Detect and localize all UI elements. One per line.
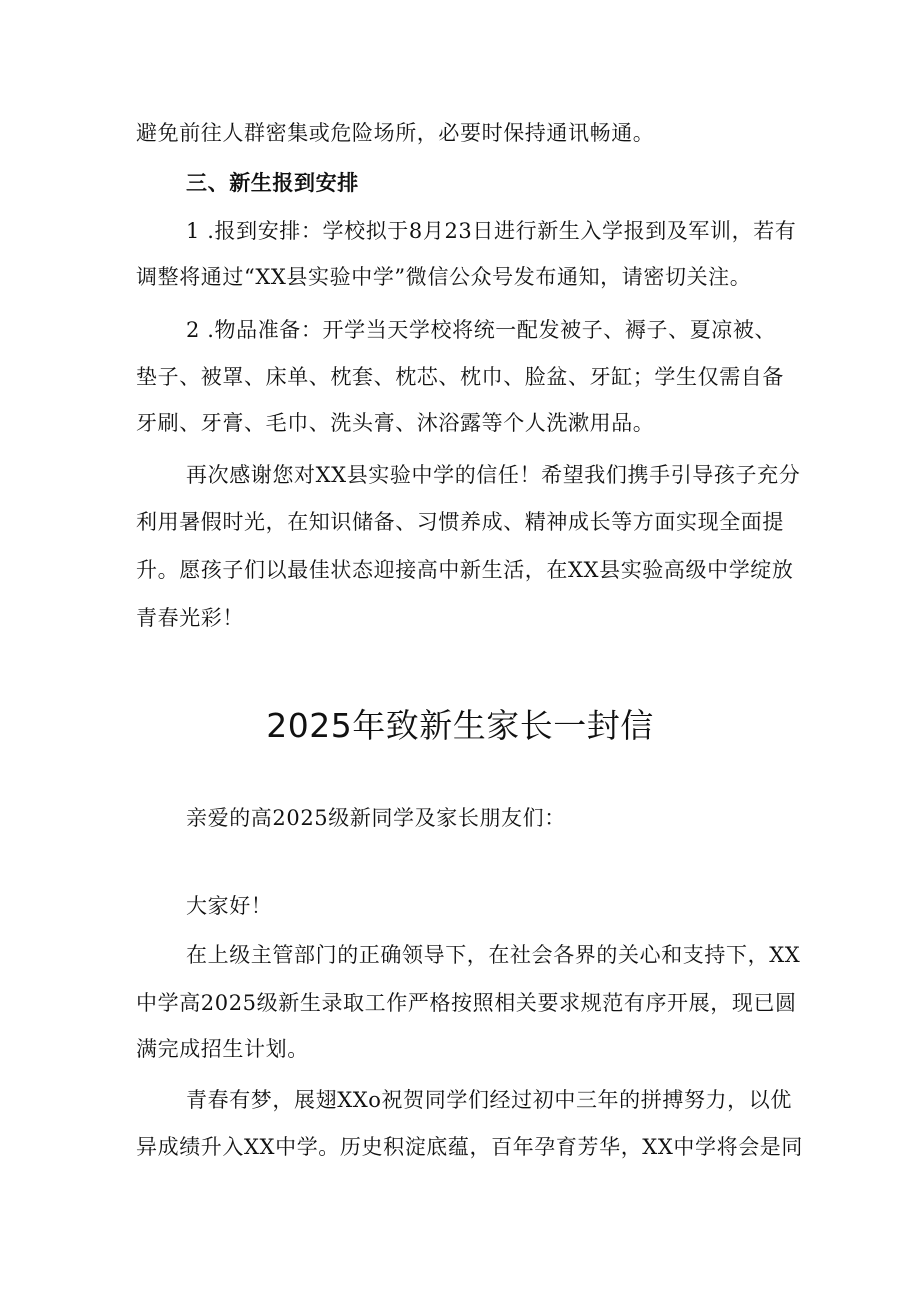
- paragraph-line: 2 .物品准备：开学当天学校将统一配发被子、褥子、夏凉被、: [186, 318, 777, 342]
- greeting: 大家好！: [186, 894, 273, 918]
- paragraph-line: 牙刷、牙膏、毛巾、洗头膏、沐浴露等个人洗漱用品。: [136, 411, 655, 435]
- paragraph-line: 1 .报到安排：学校拟于8月23日进行新生入学报到及军训，若有: [186, 219, 797, 243]
- paragraph-line: 再次感谢您对XX县实验中学的信任！希望我们携手引导孩子充分: [186, 463, 801, 487]
- paragraph-line: 在上级主管部门的正确领导下，在社会各界的关心和支持下，XX: [186, 943, 801, 967]
- paragraph-line: 异成绩升入XX中学。历史积淀底蕴，百年孕育芳华，XX中学将会是同: [136, 1135, 803, 1159]
- paragraph-line: 避免前往人群密集或危险场所，必要时保持通讯畅通。: [136, 121, 655, 145]
- paragraph-line: 调整将通过“XX县实验中学”微信公众号发布通知，请密切关注。: [136, 265, 752, 289]
- paragraph-line: 青春有梦，展翅XXo祝贺同学们经过初中三年的拼搏努力，以优: [186, 1088, 792, 1112]
- paragraph-line: 青春光彩！: [136, 606, 244, 630]
- section-heading: 三、新生报到安排: [186, 170, 359, 195]
- paragraph-line: 满完成招生计划。: [136, 1037, 309, 1061]
- salutation: 亲爱的高2025级新同学及家长朋友们：: [186, 806, 566, 830]
- letter-title: 2025年致新生家长一封信: [266, 706, 654, 745]
- paragraph-line: 利用暑假时光，在知识储备、习惯养成、精神成长等方面实现全面提: [136, 510, 784, 534]
- paragraph-line: 中学高2025级新生录取工作严格按照相关要求规范有序开展，现已圆: [136, 991, 797, 1015]
- paragraph-line: 垫子、被罩、床单、枕套、枕芯、枕巾、脸盆、牙缸；学生仅需自备: [136, 365, 784, 389]
- paragraph-line: 升。愿孩子们以最佳状态迎接高中新生活，在XX县实验高级中学绽放: [136, 558, 794, 582]
